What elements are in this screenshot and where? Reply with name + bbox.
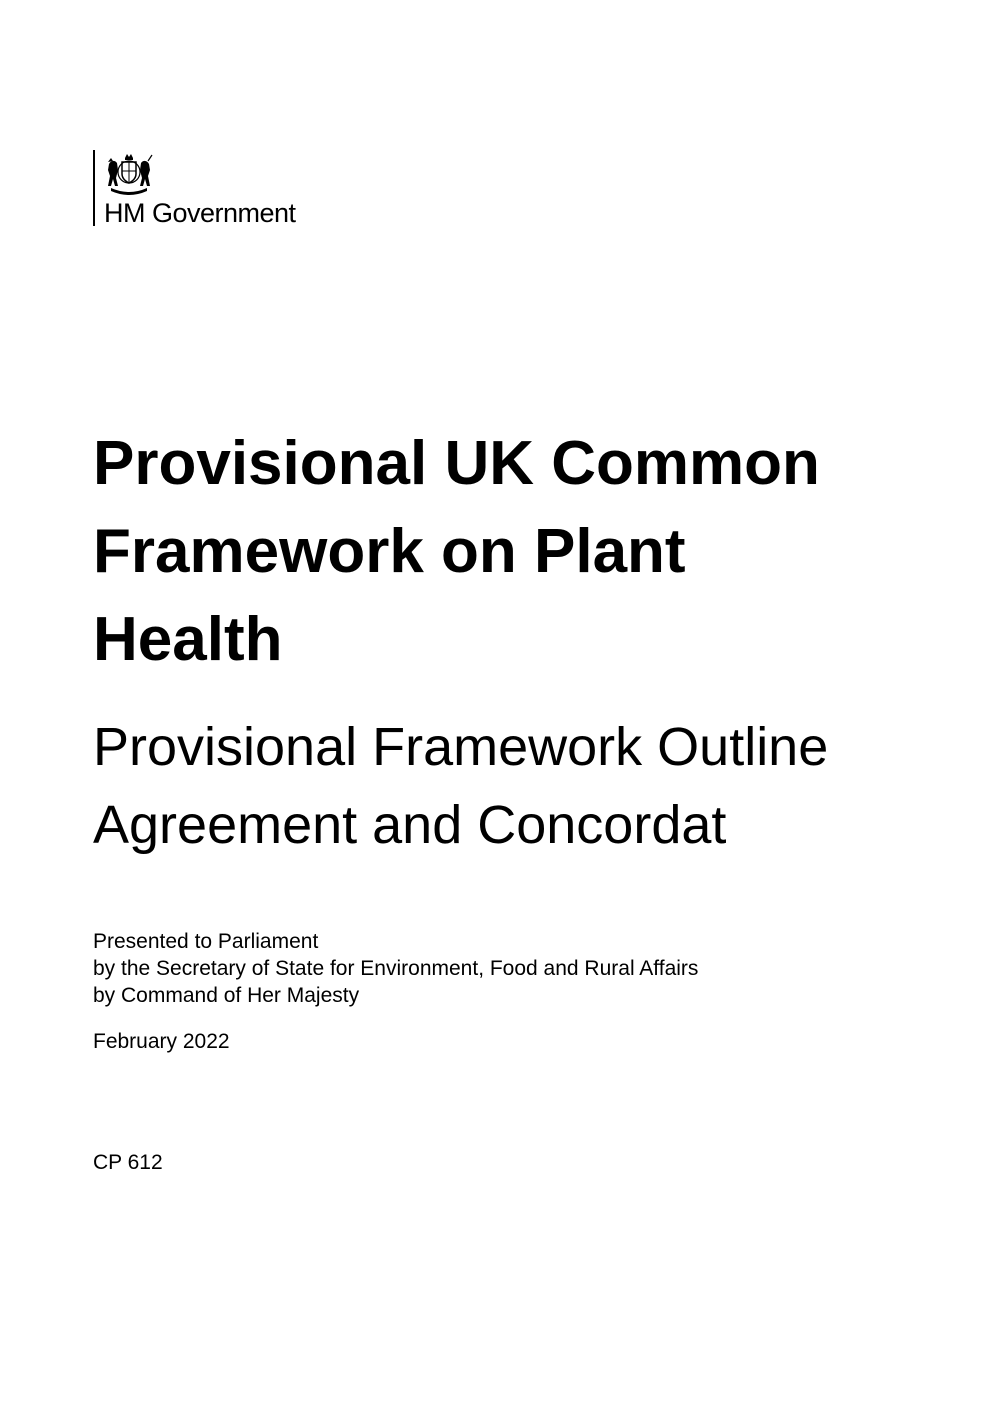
presented-to-parliament	[93, 928, 893, 1009]
title-line: Framework on Plant	[93, 517, 686, 586]
title-line: Health	[93, 605, 283, 674]
command-paper-number: CP 612	[93, 1151, 163, 1174]
presented-line: by the Secretary of State for Environment, Food and Rural Affairs	[93, 957, 699, 980]
title-line: Provisional UK Common	[93, 429, 820, 498]
royal-coat-of-arms-icon	[105, 152, 153, 196]
subtitle-line: Provisional Framework Outline	[93, 717, 829, 777]
subtitle-line: Agreement and Concordat	[93, 795, 727, 855]
publication-date: February 2022	[93, 1030, 230, 1053]
hm-government-logo	[93, 150, 333, 226]
logo-divider	[93, 150, 95, 226]
document-title	[93, 420, 953, 684]
org-name: HM Government	[104, 198, 296, 228]
presented-line: by Command of Her Majesty	[93, 984, 360, 1007]
presented-line: Presented to Parliament	[93, 930, 319, 953]
document-subtitle	[93, 708, 973, 864]
